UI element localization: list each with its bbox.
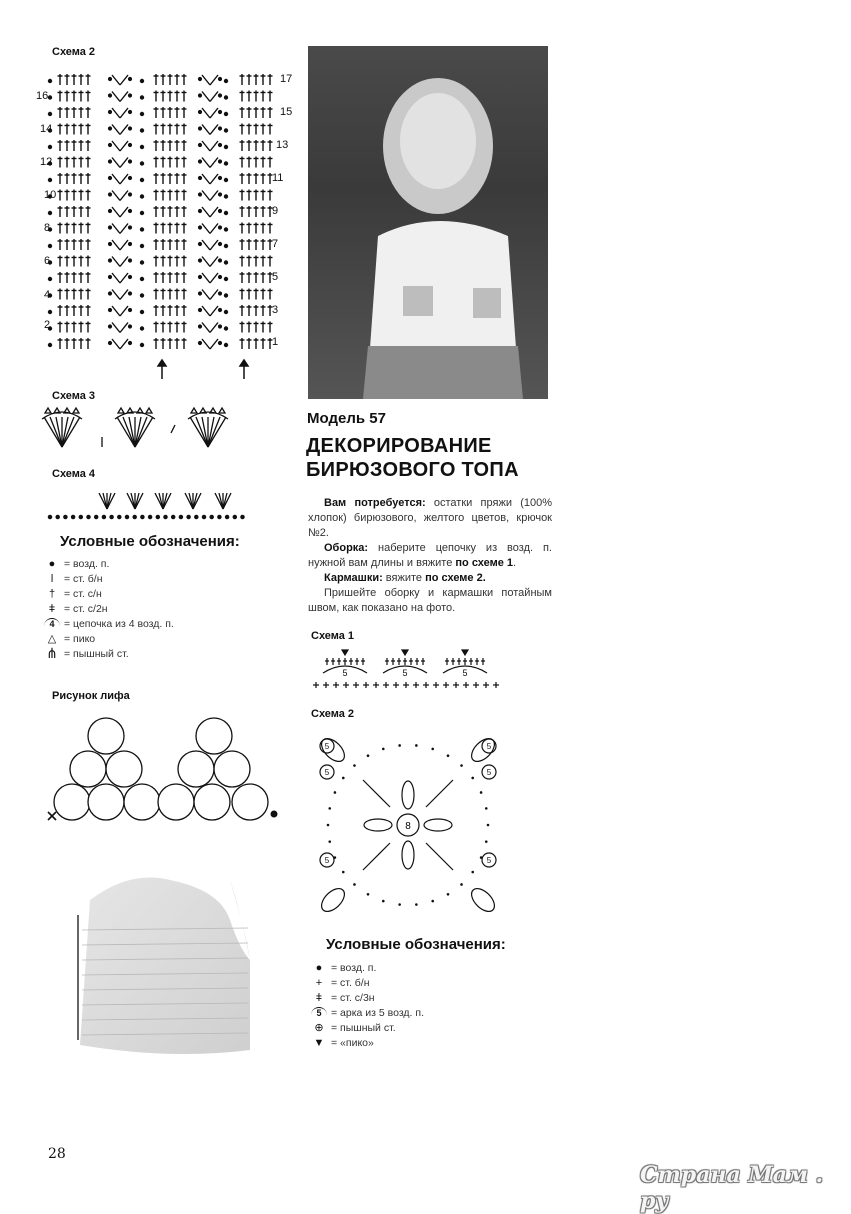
scheme2-motif-chart	[305, 722, 515, 922]
site-watermark: Страна Мам . ру	[640, 1162, 824, 1214]
stitch-mark: 5	[462, 668, 468, 678]
stitch-mark	[110, 515, 113, 518]
row-num: 13	[276, 139, 289, 151]
stitch-mark	[195, 515, 198, 518]
model-label: Модель 57	[307, 410, 386, 427]
stitch-mark	[485, 840, 488, 843]
stitch-mark	[398, 903, 401, 906]
stitch-mark	[125, 515, 128, 518]
double-crochet-icon: †	[48, 587, 56, 600]
stitch-mark	[48, 515, 51, 518]
legend-title: Условные обозначения:	[60, 533, 240, 550]
stitch-mark	[79, 515, 82, 518]
stitch-mark	[196, 417, 208, 447]
stitch-mark	[187, 515, 190, 518]
stitch-mark	[62, 417, 74, 447]
legend-item: ⋔ = пышный ст.	[44, 646, 174, 661]
stitch-mark	[382, 900, 385, 903]
stitch-mark	[73, 408, 79, 413]
scheme3-chart	[40, 405, 240, 455]
row-num: 1	[272, 336, 279, 348]
row-num: 10	[44, 189, 57, 201]
stitch-mark: 5	[402, 668, 408, 678]
stitch-mark	[179, 515, 182, 518]
stitch-mark	[133, 515, 136, 518]
stitch-mark	[460, 764, 463, 767]
stitch-mark	[172, 515, 175, 518]
legend-item: ● = возд. п.	[311, 960, 424, 975]
single-crochet-icon: +	[315, 976, 323, 989]
scheme1-label: Схема 1	[311, 630, 355, 642]
legend-item: ▼ = «пико»	[311, 1035, 424, 1050]
stitch-mark	[202, 515, 205, 518]
page-title: ДЕКОРИРОВАНИЕ БИРЮЗОВОГО ТОПА	[306, 435, 519, 481]
stitch-mark	[164, 515, 167, 518]
stitch-mark	[485, 807, 488, 810]
ruffle-paragraph: Оборка: наберите цепочку из возд. п. нужной вам длины и вяжите по схеме 1.	[308, 542, 552, 569]
stitch-mark	[480, 791, 483, 794]
picot-icon: △	[47, 633, 57, 645]
row-num: 17	[280, 73, 293, 85]
stitch-mark	[95, 515, 98, 518]
stitch-mark	[462, 650, 468, 655]
row-num: 11	[272, 172, 284, 184]
chain-stitch-icon: ●	[48, 557, 56, 570]
stitch-mark	[487, 824, 490, 827]
stitch-mark	[64, 515, 67, 518]
stitch-mark	[102, 515, 105, 518]
right-legend	[311, 960, 424, 1050]
legend-item: + = ст. б/н	[311, 975, 424, 990]
pockets-paragraph: Кармашки: вяжите по схеме 2.	[324, 572, 486, 584]
scheme2-right-label: Схема 2	[311, 708, 355, 720]
stitch-mark	[367, 754, 370, 757]
stitch-mark	[402, 841, 414, 869]
triple-treble-icon: ǂ	[315, 991, 323, 1004]
row-num: 6	[44, 255, 51, 267]
single-crochet-icon: ǀ	[50, 572, 54, 585]
stitch-mark: 5	[324, 856, 330, 865]
stitch-mark	[426, 780, 453, 807]
page-number: 28	[48, 1146, 66, 1162]
stitch-mark	[447, 754, 450, 757]
scheme2-row-numbers	[30, 64, 330, 364]
stitch-mark	[415, 903, 418, 906]
stitch-mark	[226, 515, 229, 518]
stitch-mark: 5	[324, 742, 330, 751]
materials-paragraph: Вам потребуется: остатки пряжи (100% хлопок) бирюзового, желтого цветов, крючок №2.	[308, 497, 552, 539]
stitch-mark: 5	[486, 742, 492, 751]
row-num: 8	[44, 222, 51, 234]
stitch-mark	[402, 781, 414, 809]
stitch-mark	[353, 764, 356, 767]
row-num: 3	[272, 304, 279, 316]
row-num: 5	[272, 271, 279, 283]
stitch-mark: 5	[486, 768, 492, 777]
stitch-mark	[363, 843, 390, 870]
scheme4-label: Схема 4	[52, 468, 96, 480]
scheme3-label: Схема 3	[52, 390, 96, 402]
stitch-mark	[328, 840, 331, 843]
bodice-drawing	[40, 708, 290, 833]
stitch-mark	[363, 780, 390, 807]
stitch-mark	[123, 417, 135, 447]
stitch-mark	[328, 807, 331, 810]
row-num: 15	[280, 106, 293, 118]
stitch-mark	[447, 893, 450, 896]
stitch-mark	[382, 748, 385, 751]
legend-title-right: Условные обозначения:	[326, 936, 506, 953]
left-legend	[44, 556, 174, 661]
stitch-mark	[210, 515, 213, 518]
instructions	[308, 496, 552, 616]
row-num: 14	[40, 123, 53, 135]
stitch-mark	[171, 425, 175, 433]
stitch-mark	[191, 408, 197, 413]
stitch-mark	[317, 884, 348, 915]
stitch-mark	[353, 883, 356, 886]
stitch-mark	[219, 408, 225, 413]
row-num: 16	[36, 90, 49, 102]
stitch-mark: 5	[342, 668, 348, 678]
stitch-mark	[208, 417, 220, 447]
stitch-mark	[146, 408, 152, 413]
legend-item: ⊕ = пышный ст.	[311, 1020, 424, 1035]
girl-photo-illustration	[308, 46, 548, 399]
scheme4-chart	[45, 485, 250, 525]
row-num: 4	[44, 289, 51, 301]
stitch-mark	[141, 515, 144, 518]
stitch-mark	[118, 408, 124, 413]
picot-icon: ▼	[313, 1036, 325, 1049]
model-photo	[308, 46, 548, 399]
stitch-mark	[342, 650, 348, 655]
scheme1-chart	[308, 645, 508, 695]
stitch-mark	[460, 883, 463, 886]
stitch-mark	[471, 777, 474, 780]
stitch-mark	[118, 515, 121, 518]
stitch-mark	[471, 871, 474, 874]
stitch-mark	[241, 515, 244, 518]
treble-crochet-icon: ǂ	[48, 602, 56, 615]
stitch-mark	[87, 515, 90, 518]
puff-stitch-icon: ⋔	[46, 645, 58, 661]
stitch-mark	[45, 408, 51, 413]
drawing-label: Рисунок лифа	[52, 690, 130, 702]
stitch-mark	[431, 748, 434, 751]
stitch-mark	[218, 515, 221, 518]
puff-stitch-icon: ⊕	[314, 1022, 324, 1034]
legend-item: 4 = цепочка из 4 возд. п.	[44, 616, 174, 631]
stitch-mark	[402, 650, 408, 655]
stitch-mark	[327, 824, 330, 827]
stitch-mark	[342, 871, 345, 874]
legend-item: † = ст. с/н	[44, 586, 174, 601]
chain-arc-icon: 4	[44, 618, 60, 629]
row-num: 7	[272, 238, 279, 250]
stitch-mark	[415, 744, 418, 747]
legend-item: 5 = арка из 5 возд. п.	[311, 1005, 424, 1020]
stitch-mark: 5	[486, 856, 492, 865]
legend-item: ǀ = ст. б/н	[44, 571, 174, 586]
stitch-mark	[342, 777, 345, 780]
stitch-mark	[50, 417, 62, 447]
stitch-mark	[156, 515, 159, 518]
stitch-mark	[149, 515, 152, 518]
stitch-mark	[56, 515, 59, 518]
stitch-mark	[431, 900, 434, 903]
legend-item: ǂ = ст. с/3н	[311, 990, 424, 1005]
stitch-mark	[334, 791, 337, 794]
stitch-mark	[233, 515, 236, 518]
legend-item: △ = пико	[44, 631, 174, 646]
stitch-mark	[367, 893, 370, 896]
stitch-mark	[467, 884, 498, 915]
sewing-paragraph: Пришейте оборку и кармашки потайным швом, как показано на фото.	[308, 587, 552, 614]
chain-stitch-icon: ●	[315, 961, 323, 974]
stitch-mark	[426, 843, 453, 870]
stitch-mark: 5	[324, 768, 330, 777]
stitch-mark	[135, 417, 147, 447]
row-num: 12	[40, 156, 53, 168]
center-number: 8	[405, 821, 411, 832]
stitch-mark	[364, 819, 392, 831]
chain-arc-icon: 5	[311, 1007, 327, 1018]
legend-item: ǂ = ст. с/2н	[44, 601, 174, 616]
stitch-mark	[398, 744, 401, 747]
stitch-mark	[424, 819, 452, 831]
row-num: 2	[44, 319, 51, 331]
stitch-mark	[72, 515, 75, 518]
bodice-pattern-image	[70, 870, 270, 1070]
scheme2-label: Схема 2	[52, 46, 96, 58]
legend-item: ● = возд. п.	[44, 556, 174, 571]
row-num: 9	[272, 205, 279, 217]
